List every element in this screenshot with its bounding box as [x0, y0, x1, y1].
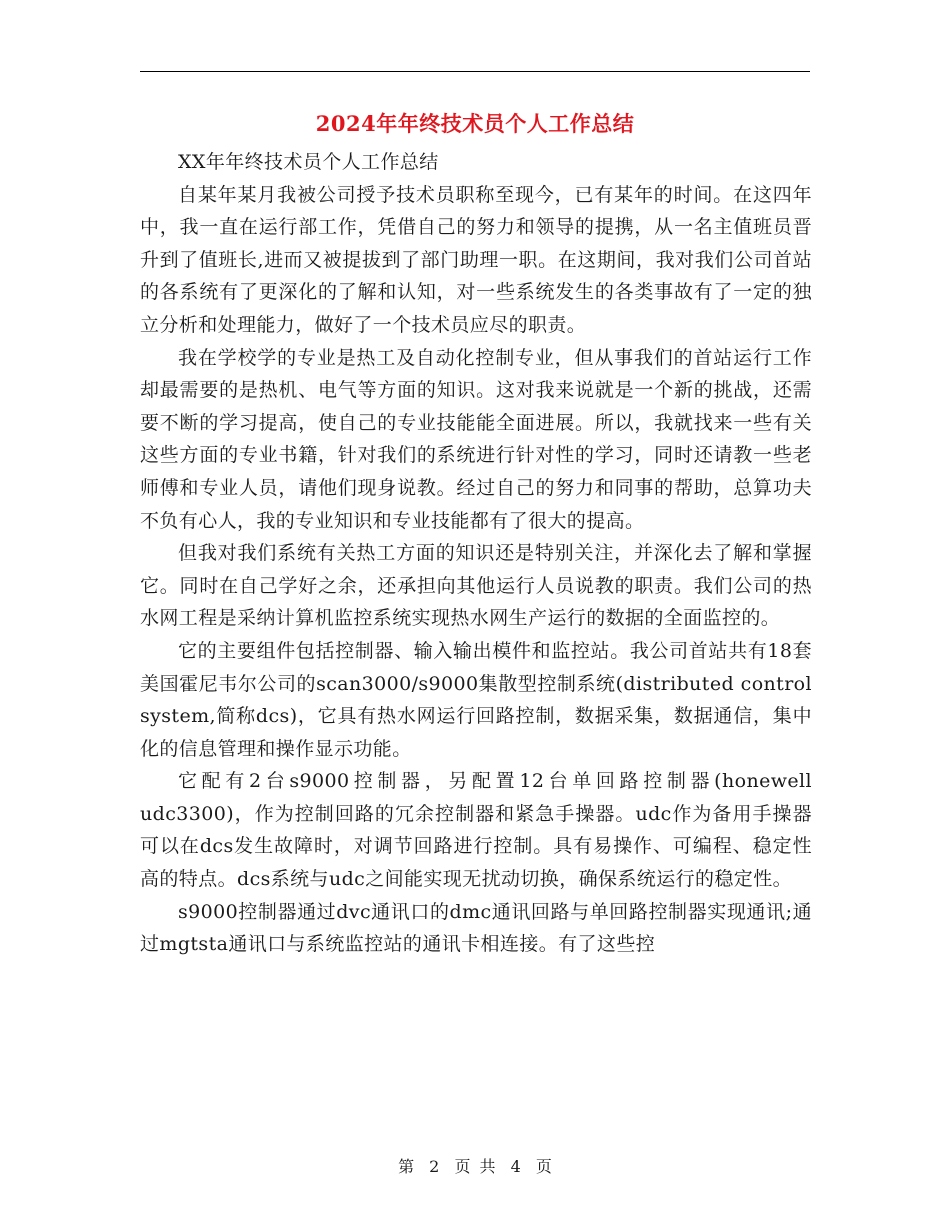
page-mid: 页 共	[454, 1157, 496, 1176]
page-prefix: 第	[398, 1157, 415, 1176]
page-number: 2	[429, 1157, 440, 1176]
paragraph: s9000控制器通过dvc通讯口的dmc通讯回路与单回路控制器实现通讯;通过mgtsta通讯口与系统监控站的通讯卡相连接。有了这些控	[140, 900, 812, 956]
page-suffix: 页	[535, 1157, 552, 1176]
paragraph: 它配有2台s9000控制器，另配置12台单回路控制器(honewell udc3300)，作为控制回路的冗余控制器和紧急手操器。udc作为备用手操器可以在dcs发生故障时，对调节回路进行控制。具有易操作、可编程、稳定性高的特点。dcs系统与udc之间能实现无扰动切换，确保系统运行的稳定性。	[140, 770, 812, 891]
paragraph: 但我对我们系统有关热工方面的知识还是特别关注，并深化去了解和掌握它。同时在自己学好之余，还承担向其他运行人员说教的职责。我们公司的热水网工程是采纳计算机监控系统实现热水网生产运行的数据的全面监控的。	[140, 542, 812, 630]
document-title: 2024年年终技术员个人工作总结	[315, 111, 635, 136]
paragraph: 它的主要组件包括控制器、输入输出模件和监控站。我公司首站共有18套美国霍尼韦尔公司的scan3000/s9000集散型控制系统(distributed control system,简称dcs)，它具有热水网运行回路控制，数据采集，数据通信，集中化的信息管理和操作显示功能。	[140, 639, 812, 760]
document-body	[140, 146, 812, 961]
paragraph: 自某年某月我被公司授予技术员职称至现今，已有某年的时间。在这四年中，我一直在运行部工作，凭借自己的努力和领导的提携，从一名主值班员晋升到了值班长,进而又被提拔到了部门助理一职。在这期间，我对我们公司首站的各系统有了更深化的了解和认知，对一些系统发生的各类事故有了一定的独立分析和处理能力，做好了一个技术员应尽的职责。	[140, 183, 812, 336]
paragraph-subtitle: XX年年终技术员个人工作总结	[178, 151, 439, 173]
paragraph: 我在学校学的专业是热工及自动化控制专业，但从事我们的首站运行工作却最需要的是热机、电气等方面的知识。这对我来说就是一个新的挑战，还需要不断的学习提高，使自己的专业技能能全面进展。所以，我就找来一些有关这些方面的专业书籍，针对我们的系统进行针对性的学习，同时还请教一些老师傅和专业人员，请他们现身说教。经过自己的努力和同事的帮助，总算功夫不负有心人，我的专业知识和专业技能都有了很大的提高。	[140, 346, 812, 532]
page-footer	[0, 1154, 950, 1177]
page-total: 4	[510, 1157, 521, 1176]
header-rule	[140, 71, 810, 72]
